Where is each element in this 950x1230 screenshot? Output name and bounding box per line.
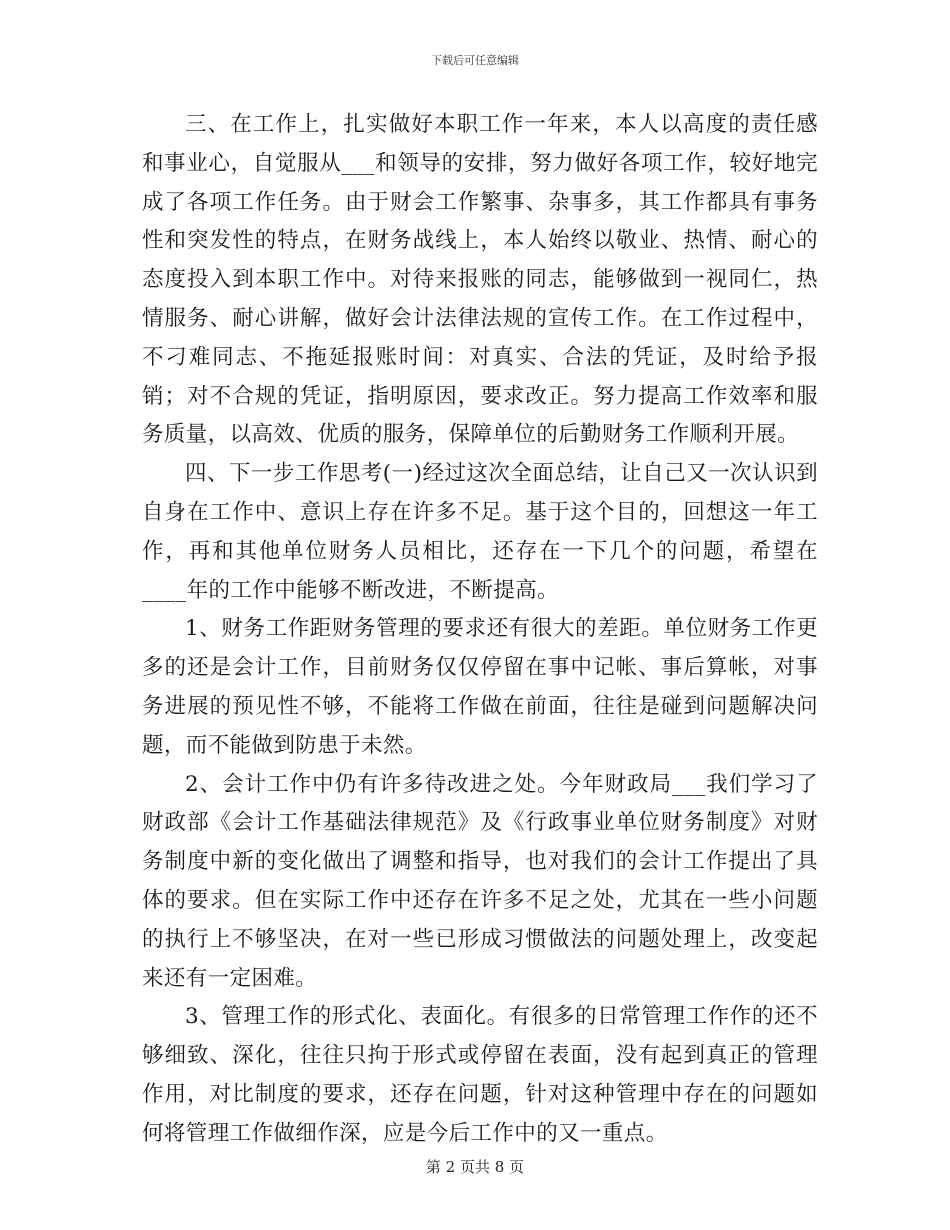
document-body bbox=[142, 106, 818, 1154]
paragraph-work-performance: 三、在工作上，扎实做好本职工作一年来，本人以高度的责任感和事业心，自觉服从___和领导的安排，努力做好各项工作，较好地完成了各项工作任务。由于财会工作繁事、杂事多，其工作都具有事务性和突发性的特点，在财务战线上，本人始终以敬业、热情、耐心的态度投入到本职工作中。对待来报账的同志，能够做到一视同仁，热情服务、耐心讲解，做好会计法律法规的宣传工作。在工作过程中，不刁难同志、不拖延报账时间：对真实、合法的凭证，及时给予报销；对不合规的凭证，指明原因，要求改正。努力提高工作效率和服务质量，以高效、优质的服务，保障单位的后勤财务工作顺利开展。 bbox=[142, 112, 818, 448]
page-header: 下载后可任意编辑 bbox=[431, 54, 519, 67]
paragraph-next-steps: 四、下一步工作思考(一)经过这次全面总结，让自己又一次认识到自身在工作中、意识上存在许多不足。基于这个目的，回想这一年工作，再和其他单位财务人员相比，还存在一下几个的问题，希望在____年的工作中能够不断改进，不断提高。 bbox=[142, 461, 818, 603]
paragraph-issue-2: 2、会计工作中仍有许多待改进之处。今年财政局___我们学习了财政部《会计工作基础法律规范》及《行政事业单位财务制度》对财务制度中新的变化做出了调整和指导，也对我们的会计工作提出了具体的要求。但在实际工作中还存在许多不足之处，尤其在一些小问题的执行上不够坚决，在对一些已形成习惯做法的问题处理上，改变起来还有一定困难。 bbox=[142, 771, 818, 991]
paragraph-issue-3: 3、管理工作的形式化、表面化。有很多的日常管理工作作的还不够细致、深化，往往只拘于形式或停留在表面，没有起到真正的管理作用，对比制度的要求，还存在问题，针对这种管理中存在的问题如何将管理工作做细作深，应是今后工作中的又一重点。 bbox=[142, 1004, 818, 1146]
page-number: 第 2 页共 8 页 bbox=[425, 1158, 525, 1176]
paragraph-issue-1: 1、财务工作距财务管理的要求还有很大的差距。单位财务工作更多的还是会计工作，目前财务仅仅停留在事中记帐、事后算帐，对事务进展的预见性不够，不能将工作做在前面，往往是碰到问题解决问题，而不能做到防患于未然。 bbox=[142, 616, 818, 758]
